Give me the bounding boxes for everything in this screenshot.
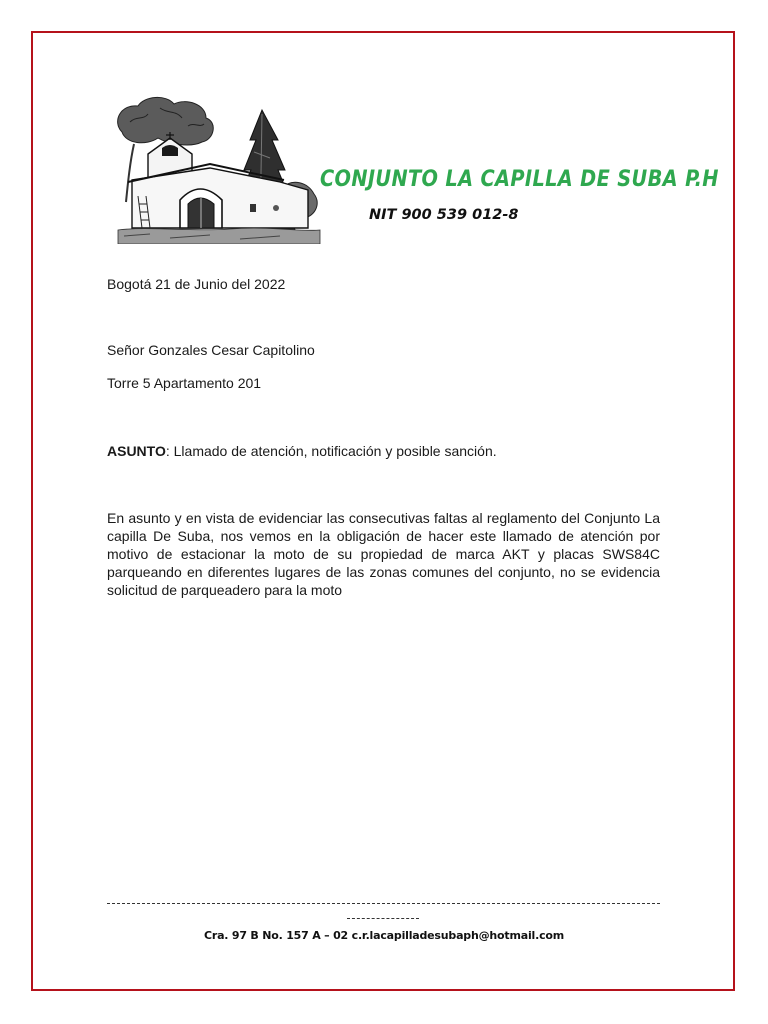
letter-date: Bogotá 21 de Junio del 2022	[107, 276, 286, 292]
organization-name: CONJUNTO LA CAPILLA DE SUBA P.H	[320, 166, 719, 192]
letter-subject	[107, 443, 497, 459]
footer-address: Cra. 97 B No. 157 A – 02 c.r.lacapilladesubaph@hotmail.com	[203, 929, 565, 942]
footer-divider-short	[347, 918, 419, 919]
subject-label: ASUNTO	[107, 443, 166, 459]
chapel-logo-icon	[110, 92, 322, 244]
organization-nit: NIT 900 539 012-8	[369, 207, 519, 223]
recipient-name: Señor Gonzales Cesar Capitolino	[107, 342, 315, 358]
recipient-address: Torre 5 Apartamento 201	[107, 375, 262, 391]
footer-divider	[107, 903, 660, 904]
letter-body: En asunto y en vista de evidenciar las consecutivas faltas al reglamento del Conjunto La capilla De Suba, nos vemos en la obligación de hacer este llamado de atención por motivo de estacionar la moto de su propiedad de marca AKT y placas SWS84C parqueando en diferentes lugares de las zonas comunes del conjunto, no se evidencia solicitud de parqueadero para la moto	[107, 510, 660, 598]
subject-text: : Llamado de atención, notificación y posible sanción.	[165, 443, 497, 459]
